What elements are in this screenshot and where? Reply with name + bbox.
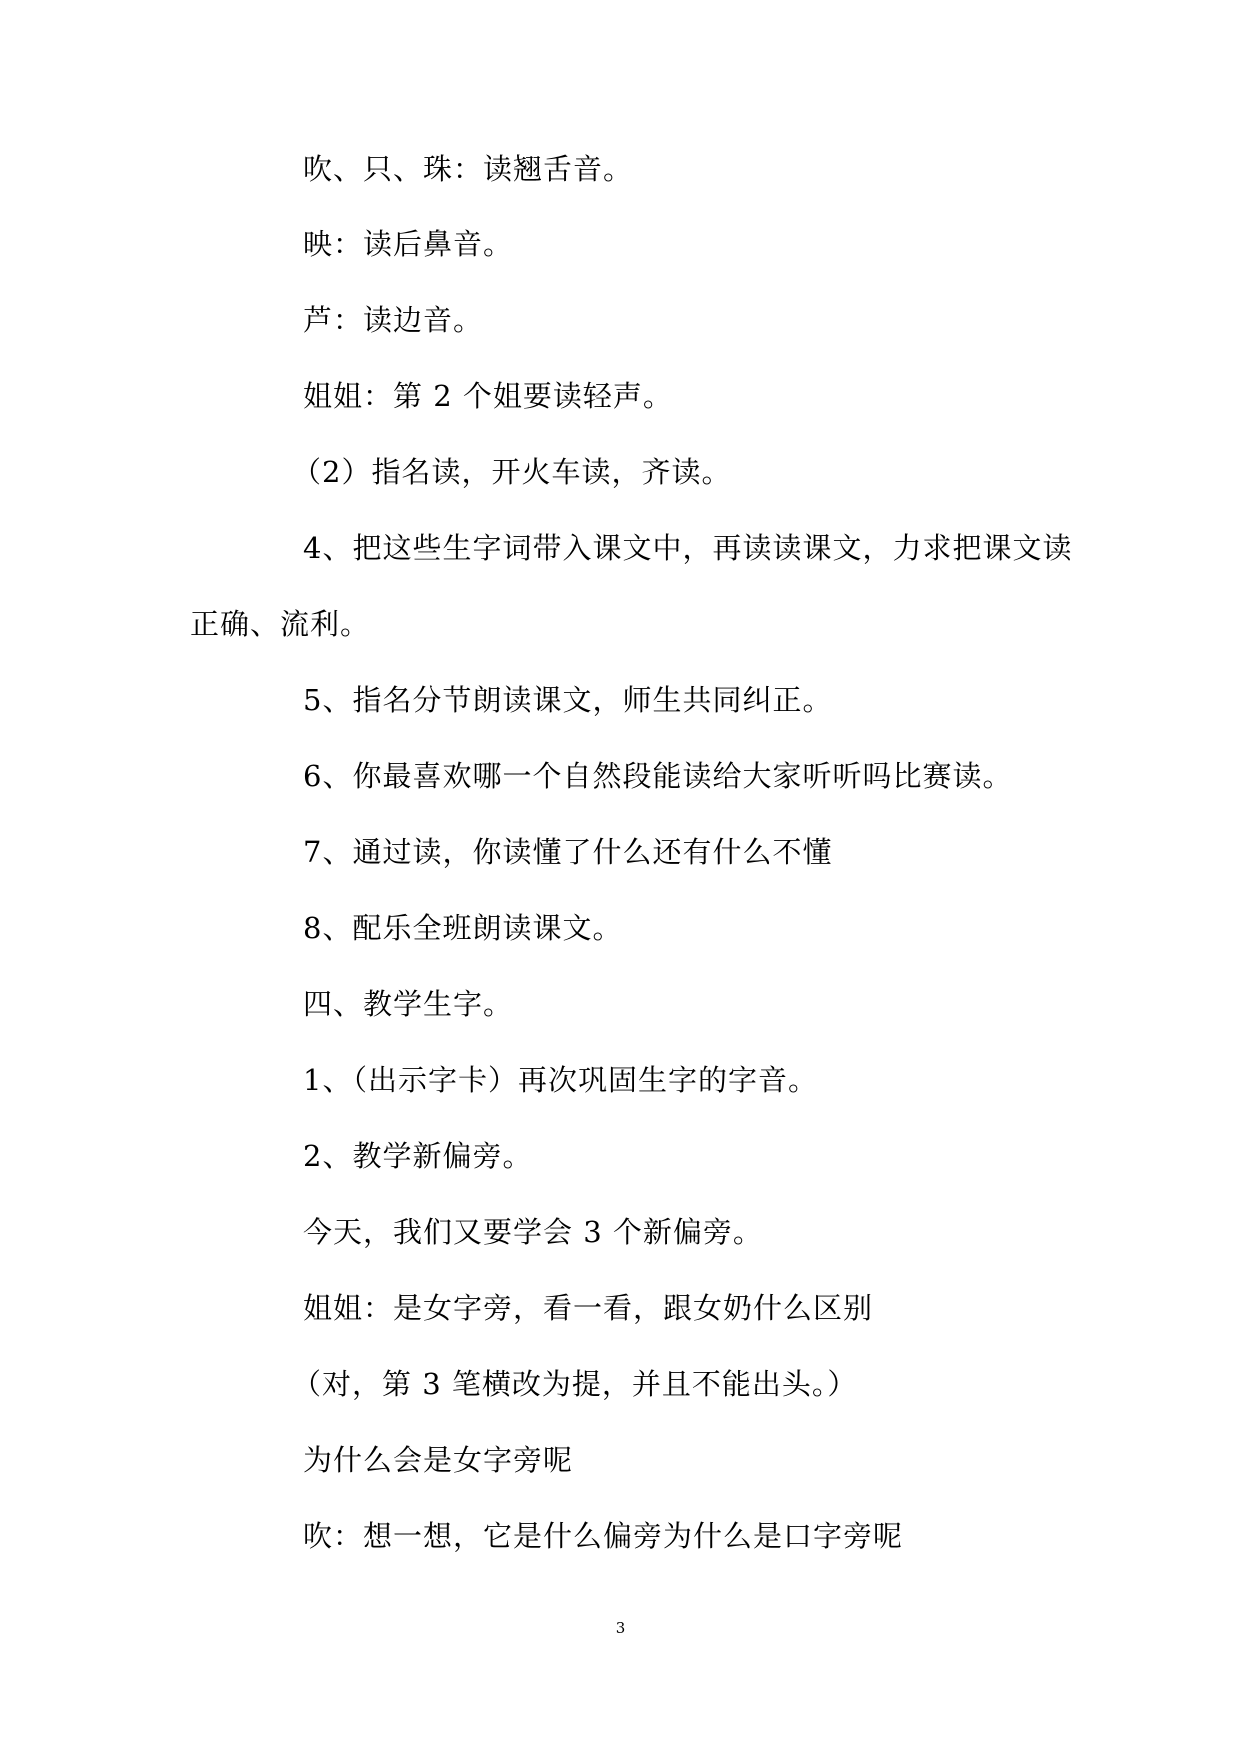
- page-number: 3: [615, 1619, 626, 1637]
- text-line: 7、通过读，你读懂了什么还有什么不懂: [303, 835, 833, 869]
- text-line: 吹、只、珠：读翘舌音。: [303, 152, 634, 186]
- text-line: 5、指名分节朗读课文，师生共同纠正。: [303, 683, 833, 717]
- text-line: 1、（出示字卡）再次巩固生字的字音。: [303, 1063, 818, 1097]
- text-line: （2）指名读，开火车读，齐读。: [292, 455, 732, 489]
- text-line: 正确、流利。: [190, 607, 371, 641]
- text-line: 吹：想一想，它是什么偏旁为什么是口字旁呢: [303, 1519, 904, 1553]
- text-line: 为什么会是女字旁呢: [303, 1443, 574, 1477]
- text-line: （对，第 3 笔横改为提，并且不能出头。）: [292, 1367, 858, 1401]
- text-line: 6、你最喜欢哪一个自然段能读给大家听听吗比赛读。: [303, 759, 1013, 793]
- text-line: 芦：读边音。: [303, 303, 484, 337]
- text-line: 姐姐：是女字旁，看一看，跟女奶什么区别: [303, 1291, 874, 1325]
- text-line: 8、配乐全班朗读课文。: [303, 911, 623, 945]
- text-line: 映：读后鼻音。: [303, 227, 514, 261]
- text-line: 4、把这些生字词带入课文中，再读读课文，力求把课文读: [303, 531, 1073, 565]
- section-heading: 四、教学生字。: [303, 987, 514, 1021]
- text-line: 姐姐：第 2 个姐要读轻声。: [303, 379, 673, 413]
- text-line: 今天，我们又要学会 3 个新偏旁。: [303, 1215, 763, 1249]
- text-line: 2、教学新偏旁。: [303, 1139, 533, 1173]
